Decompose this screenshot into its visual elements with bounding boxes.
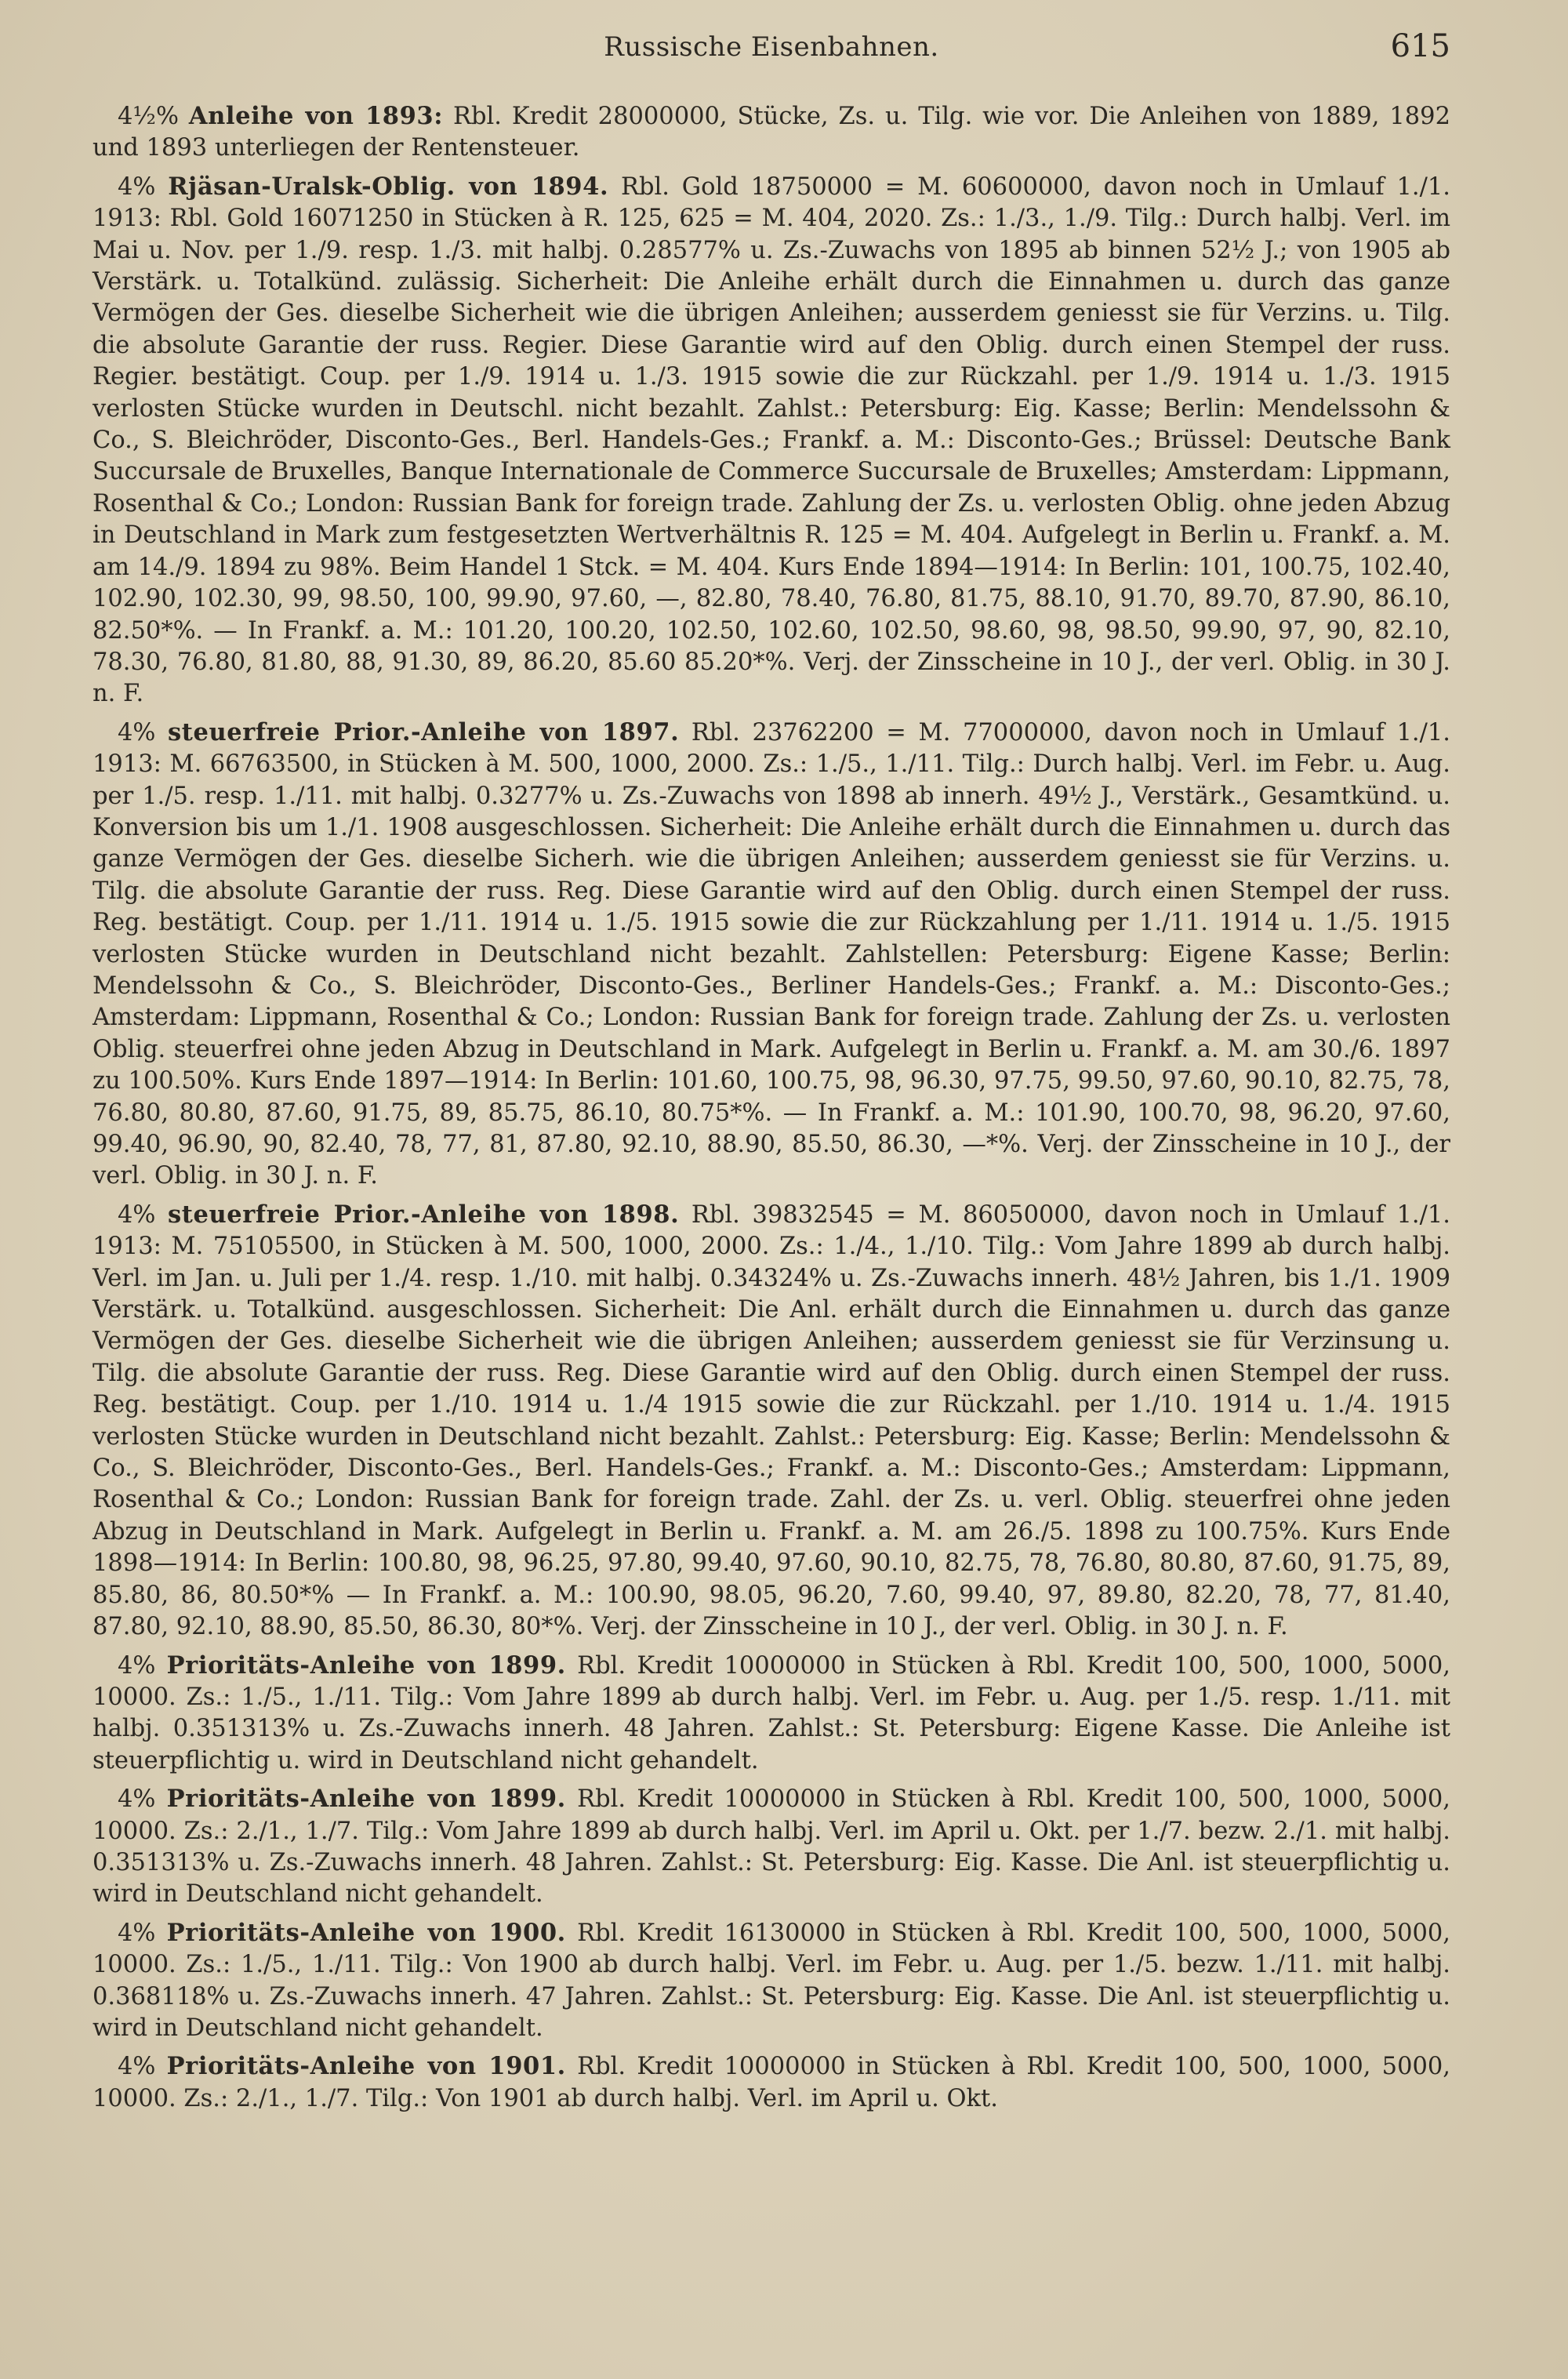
entry-rate: 4%	[118, 718, 156, 746]
bond-entry-prior-1898	[93, 1199, 1450, 1644]
bond-entry-rjaesan-uralsk-1894	[93, 171, 1450, 710]
entry-text: Rbl. Kredit 28000000, Stücke, Zs. u. Tilg. wie vor. Die Anleihen von 1889, 1892 und 1893 unterliegen der Rentensteuer.	[93, 103, 1450, 162]
page-number: 615	[1390, 28, 1450, 64]
entry-text: Rbl. Kredit 16130000 in Stücken à Rbl. Kredit 100, 500, 1000, 5000, 10000. Zs.: 1./5., 1./11. Tilg.: Von 1900 ab durch halbj. Verl. im Febr. u. Aug. per 1./5. bezw. 1./11. mit halbj. 0.368118% u. Zs.-Zuwachs innerh. 47 Jahren. Zahlst.: St. Petersburg: Eig. Kasse. Die Anl. ist steuerpflichtig u. wird in Deutschland nicht gehandelt.	[93, 1919, 1450, 2042]
entry-text: Rbl. Kredit 10000000 in Stücken à Rbl. Kredit 100, 500, 1000, 5000, 10000. Zs.: 1./5., 1./11. Tilg.: Vom Jahre 1899 ab durch halbj. Verl. im Febr. u. Aug. per 1./5. resp. 1./11. mit halbj. 0.351313% u. Zs.-Zuwachs innerh. 48 Jahren. Zahlst.: St. Petersburg: Eigene Kasse. Die Anleihe ist steuerpflichtig u. wird in Deutschland nicht gehandelt.	[93, 1651, 1450, 1774]
entry-rate: 4%	[118, 1200, 156, 1229]
entry-text: Rbl. 23762200 = M. 77000000, davon noch in Umlauf 1./1. 1913: M. 66763500, in Stücken à M. 500, 1000, 2000. Zs.: 1./5., 1./11. Tilg.: Durch halbj. Verl. im Febr. u. Aug. per 1./5. resp. 1./11. mit halbj. 0.3277% u. Zs.-Zuwachs von 1898 ab innerh. 49½ J., Verstärk., Gesamtkünd. u. Konversion bis um 1./1. 1908 ausgeschlossen. Sicherheit: Die Anleihe erhält durch die Einnahmen u. durch das ganze Vermögen der Ges. dieselbe Sicherh. wie die übrigen Anleihen; ausserdem geniesst sie für Verzins. u. Tilg. die absolute Garantie der russ. Reg. Diese Garantie wird auf den Oblig. durch einen Stempel der russ. Reg. bestätigt. Coup. per 1./11. 1914 u. 1./5. 1915 sowie die zur Rückzahlung per 1./11. 1914 u. 1./5. 1915 verlosten Stücke wurden in Deutschland nicht bezahlt. Zahlstellen: Petersburg: Eigene Kasse; Berlin: Mendelssohn & Co., S. Bleichröder, Disconto-Ges., Berliner Handels-Ges.; Frankf. a. M.: Disconto-Ges.; Amsterdam: Lippmann, Rosenthal & Co.; London: Russian Bank for foreign trade. Zahlung der Zs. u. verlosten Oblig. steuerfrei ohne jeden Abzug in Deutschland in Mark. Aufgelegt in Berlin u. Frankf. a. M. am 30./6. 1897 zu 100.50%. Kurs Ende 1897—1914: In Berlin: 101.60, 100.75, 98, 96.30, 97.75, 99.50, 97.60, 90.10, 82.75, 78, 76.80, 80.80, 87.60, 91.75, 89, 85.75, 86.10, 80.75*%. — In Frankf. a. M.: 101.90, 100.70, 98, 96.20, 97.60, 99.40, 96.90, 90, 82.40, 78, 77, 81, 87.80, 92.10, 88.90, 85.50, 86.30, —*%. Verj. der Zinsscheine in 10 J., der verl. Oblig. in 30 J. n. F.	[93, 718, 1450, 1190]
bond-entry-prior-1899-a	[93, 1650, 1450, 1778]
entry-heading: Prioritäts-Anleihe von 1899.	[166, 1651, 566, 1680]
bond-entry-1893	[93, 100, 1450, 165]
entry-text: Rbl. Kredit 10000000 in Stücken à Rbl. Kredit 100, 500, 1000, 5000, 10000. Zs.: 2./1., 1./7. Tilg.: Vom Jahre 1899 ab durch halbj. Verl. im April u. Okt. per 1./7. bezw. 2./1. mit halbj. 0.351313% u. Zs.-Zuwachs innerh. 48 Jahren. Zahlst.: St. Petersburg: Eig. Kasse. Die Anl. ist steuerpflichtig u. wird in Deutschland nicht gehandelt.	[93, 1785, 1450, 1909]
entry-rate: 4%	[118, 1785, 156, 1814]
entry-heading: Anleihe von 1893:	[188, 102, 444, 130]
page-body	[93, 100, 1450, 2115]
entry-heading: steuerfreie Prior.-Anleihe von 1898.	[168, 1200, 680, 1229]
entry-text: Rbl. 39832545 = M. 86050000, davon noch in Umlauf 1./1. 1913: M. 75105500, in Stücken à M. 500, 1000, 2000. Zs.: 1./4., 1./10. Tilg.: Vom Jahre 1899 ab durch halbj. Verl. im Jan. u. Juli per 1./4. resp. 1./10. mit halbj. 0.34324% u. Zs.-Zuwachs innerh. 48½ Jahren, bis 1./1. 1909 Verstärk. u. Totalkünd. ausgeschlossen. Sicherheit: Die Anl. erhält durch die Einnahmen u. durch das ganze Vermögen der Ges. dieselbe Sicherheit wie die übrigen Anleihen; ausserdem geniesst sie für Verzinsung u. Tilg. die absolute Garantie der russ. Reg. Diese Garantie wird auf den Oblig. durch einen Stempel der russ. Reg. bestätigt. Coup. per 1./10. 1914 u. 1./4 1915 sowie die zur Rückzahl. per 1./10. 1914 u. 1./4. 1915 verlosten Stücke wurden in Deutschland nicht bezahlt. Zahlst.: Petersburg: Eig. Kasse; Berlin: Mendelssohn & Co., S. Bleichröder, Disconto-Ges., Berl. Handels-Ges.; Frankf. a. M.: Disconto-Ges.; Amsterdam: Lippmann, Rosenthal & Co.; London: Russian Bank for foreign trade. Zahl. der Zs. u. verl. Oblig. steuerfrei ohne jeden Abzug in Deutschland in Mark. Aufgelegt in Berlin u. Frankf. a. M. am 26./5. 1898 zu 100.75%. Kurs Ende 1898—1914: In Berlin: 100.80, 98, 96.25, 97.80, 99.40, 97.60, 90.10, 82.75, 78, 76.80, 80.80, 87.60, 91.75, 89, 85.80, 86, 80.50*% — In Frankf. a. M.: 100.90, 98.05, 96.20, 7.60, 99.40, 97, 89.80, 82.20, 78, 77, 81.40, 87.80, 92.10, 88.90, 85.50, 86.30, 80*%. Verj. der Zinsscheine in 10 J., der verl. Oblig. in 30 J. n. F.	[93, 1200, 1450, 1641]
entry-rate: 4%	[118, 2053, 156, 2081]
entry-heading: Prioritäts-Anleihe von 1900.	[166, 1918, 566, 1947]
running-head	[93, 27, 1450, 72]
running-title: Russische Eisenbahnen.	[604, 31, 939, 63]
entry-heading: steuerfreie Prior.-Anleihe von 1897.	[168, 717, 680, 746]
entry-heading: Prioritäts-Anleihe von 1901.	[166, 2052, 566, 2081]
entry-rate: 4%	[118, 1651, 156, 1680]
bond-entry-prior-1897	[93, 717, 1450, 1193]
bond-entry-prior-1900	[93, 1917, 1450, 2045]
entry-rate: 4½%	[118, 103, 179, 130]
bond-entry-prior-1899-b	[93, 1783, 1450, 1911]
entry-text: Rbl. Kredit 10000000 in Stücken à Rbl. Kredit 100, 500, 1000, 5000, 10000. Zs.: 2./1., 1./7. Tilg.: Von 1901 ab durch halbj. Verl. im April u. Okt.	[93, 2053, 1450, 2112]
bond-entry-prior-1901	[93, 2050, 1450, 2115]
entry-text: Rbl. Gold 18750000 = M. 60600000, davon noch in Umlauf 1./1. 1913: Rbl. Gold 16071250 in Stücken à R. 125, 625 = M. 404, 2020. Zs.: 1./3., 1./9. Tilg.: Durch halbj. Verl. im Mai u. Nov. per 1./9. resp. 1./3. mit halbj. 0.28577% u. Zs.-Zuwachs von 1895 ab binnen 52½ J.; von 1905 ab Verstärk. u. Totalkünd. zulässig. Sicherheit: Die Anleihe erhält durch die Einnahmen u. durch das ganze Vermögen der Ges. dieselbe Sicherheit wie die übrigen Anleihen; ausserdem geniesst sie für Verzins. u. Tilg. die absolute Garantie der russ. Regier. Diese Garantie wird auf den Oblig. durch einen Stempel der russ. Regier. bestätigt. Coup. per 1./9. 1914 u. 1./3. 1915 sowie die zur Rückzahl. per 1./9. 1914 u. 1./3. 1915 verlosten Stücke wurden in Deutschl. nicht bezahlt. Zahlst.: Petersburg: Eig. Kasse; Berlin: Mendelssohn & Co., S. Bleichröder, Disconto-Ges., Berl. Handels-Ges.; Frankf. a. M.: Disconto-Ges.; Brüssel: Deutsche Bank Succursale de Bruxelles, Banque Internationale de Commerce Succursale de Bruxelles; Amsterdam: Lippmann, Rosenthal & Co.; London: Russian Bank for foreign trade. Zahlung der Zs. u. verlosten Oblig. ohne jeden Abzug in Deutschland in Mark zum festgesetzten Wertverhältnis R. 125 = M. 404. Aufgelegt in Berlin u. Frankf. a. M. am 14./9. 1894 zu 98%. Beim Handel 1 Stck. = M. 404. Kurs Ende 1894—1914: In Berlin: 101, 100.75, 102.40, 102.90, 102.30, 99, 98.50, 100, 99.90, 97.60, —, 82.80, 78.40, 76.80, 81.75, 88.10, 91.70, 89.70, 87.90, 86.10, 82.50*%. — In Frankf. a. M.: 101.20, 100.20, 102.50, 102.60, 102.50, 98.60, 98, 98.50, 99.90, 97, 90, 82.10, 78.30, 76.80, 81.80, 88, 91.30, 89, 86.20, 85.60 85.20*%. Verj. der Zinsscheine in 10 J., der verl. Oblig. in 30 J. n. F.	[93, 173, 1450, 708]
entry-rate: 4%	[118, 1919, 156, 1947]
entry-heading: Rjäsan-Uralsk-Oblig. von 1894.	[168, 172, 609, 201]
entry-heading: Prioritäts-Anleihe von 1899.	[166, 1785, 566, 1814]
entry-rate: 4%	[118, 173, 156, 201]
